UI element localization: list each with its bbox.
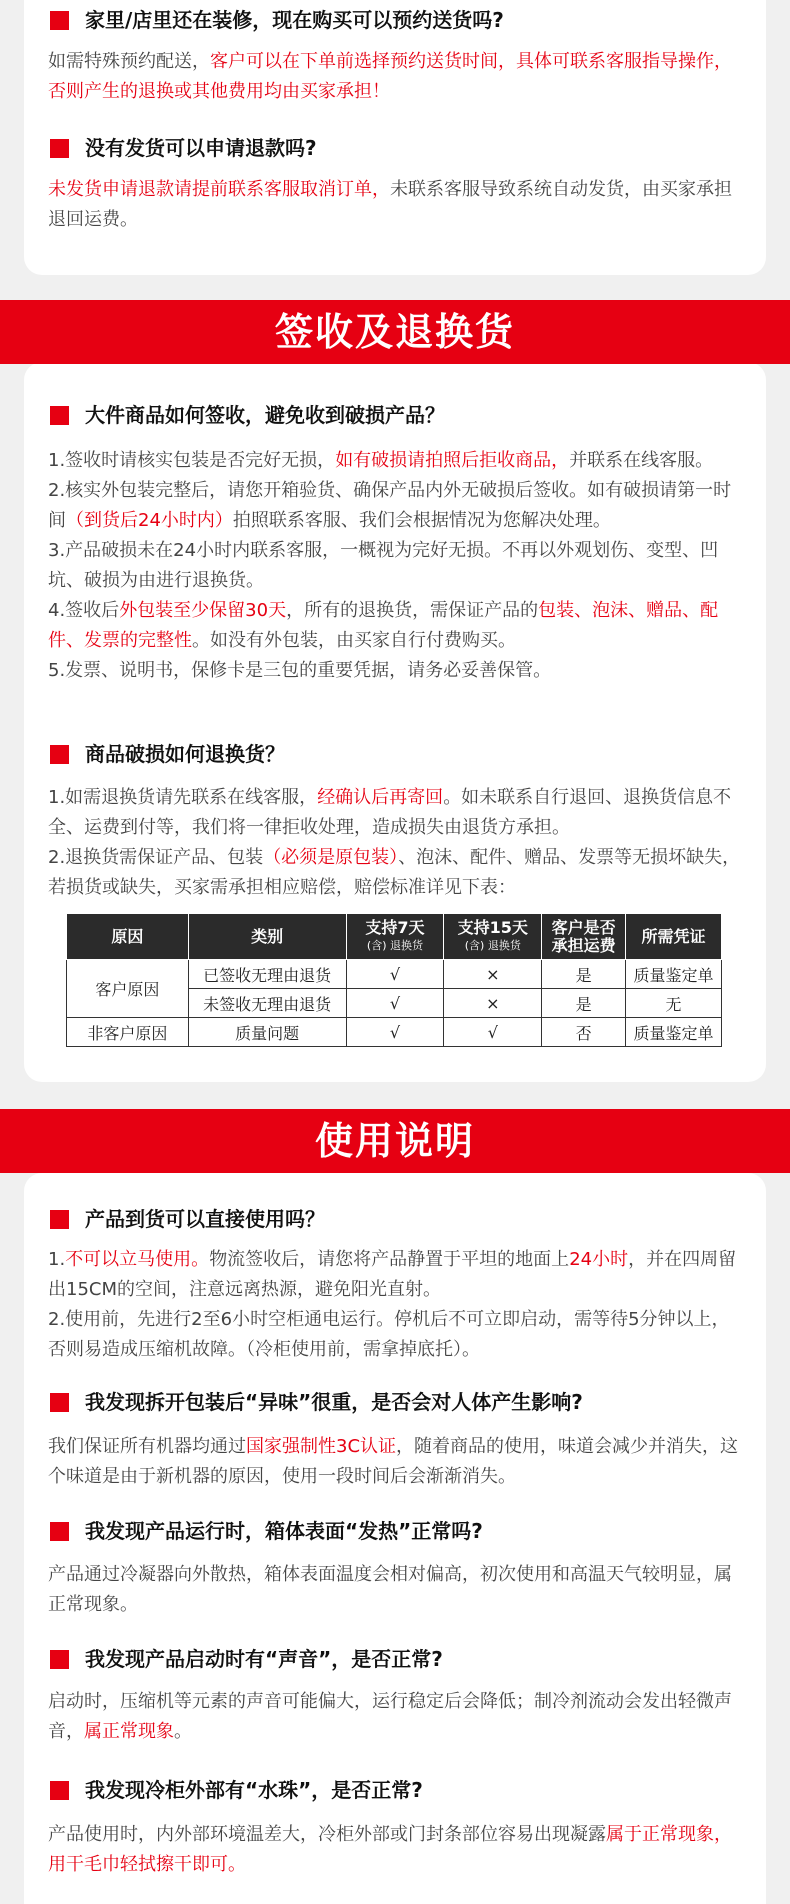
question-title: 我发现产品运行时，箱体表面“发热”正常吗?	[50, 1517, 750, 1545]
answer-line: 2.退换货需保证产品、包装（必须是原包装）、泡沫、配件、赠品、发票等无损坏缺失，若损货或缺失，买家需承担相应赔偿，赔偿标准详见下表：	[48, 847, 741, 898]
answer-line: 5.发票、说明书，保修卡是三包的重要凭据，请务必妥善保管。	[48, 660, 552, 681]
compensation-table	[66, 913, 722, 1047]
cell-15days: ×	[444, 989, 542, 1018]
answer-line: 2.核实外包装完整后，请您开箱验货、确保产品内外无破损后签收。如有破损请第一时间（到货后24小时内）拍照联系客服、我们会根据情况为您解决处理。	[48, 480, 732, 531]
cell-type: 未签收无理由退货	[188, 989, 346, 1018]
answer-line: 3.产品破损未在24小时内联系客服，一概视为完好无损。不再以外观划伤、变型、凹坑、破损为由进行退换货。	[48, 540, 719, 591]
cell-15days: ×	[444, 960, 542, 989]
question-title: 我发现冷柜外部有“水珠”，是否正常?	[50, 1776, 750, 1804]
red-square-icon	[50, 1781, 69, 1800]
answer-text: 产品通过冷凝器向外散热，箱体表面温度会相对偏高，初次使用和高温天气较明显，属正常现象。	[48, 1564, 732, 1615]
red-square-icon	[50, 1210, 69, 1229]
question-title: 商品破损如何退换货？	[50, 740, 750, 768]
answer-text: 产品使用时，内外部环境温差大，冷柜外部或门封条部位容易出现凝露属于正常现象，用干毛巾轻拭擦干即可。	[48, 1824, 732, 1875]
header-fee: 客户是否 承担运费	[542, 914, 626, 960]
question-title: 大件商品如何签收，避免收到破损产品？	[50, 401, 750, 429]
header-reason: 原因	[67, 914, 189, 960]
cell-fee: 是	[542, 960, 626, 989]
section-banner: 签收及退换货	[0, 300, 790, 364]
table-header-row	[67, 914, 722, 960]
question-title: 家里/店里还在装修，现在购买可以预约送货吗?	[50, 6, 750, 34]
header-document: 所需凭证	[626, 914, 722, 960]
question-title: 没有发货可以申请退款吗?	[50, 134, 750, 162]
section-banner: 使用说明	[0, 1109, 790, 1173]
answer-text: 我们保证所有机器均通过国家强制性3C认证，随着商品的使用，味道会减少并消失，这个味道是由于新机器的原因，使用一段时间后会渐渐消失。	[48, 1436, 739, 1487]
cell-document: 无	[626, 989, 722, 1018]
cell-reason: 客户原因	[67, 960, 189, 1018]
red-square-icon	[50, 139, 69, 158]
answer-line: 1.不可以立马使用。物流签收后，请您将产品静置于平坦的地面上24小时，并在四周留出15CM的空间，注意远离热源，避免阳光直射。	[48, 1249, 737, 1300]
table-row	[67, 1018, 722, 1047]
header-7days: 支持7天 (含) 退换货	[346, 914, 444, 960]
cell-document: 质量鉴定单	[626, 1018, 722, 1047]
answer-line: 1.签收时请核实包装是否完好无损，如有破损请拍照后拒收商品，并联系在线客服。	[48, 450, 714, 471]
cell-type: 质量问题	[188, 1018, 346, 1047]
cell-document: 质量鉴定单	[626, 960, 722, 989]
cell-fee: 是	[542, 989, 626, 1018]
cell-7days: √	[346, 960, 444, 989]
answer-line: 4.签收后外包装至少保留30天，所有的退换货，需保证产品的包装、泡沫、赠品、配件、发票的完整性。如没有外包装，由买家自行付费购买。	[48, 600, 719, 651]
answer-text	[48, 1245, 746, 1365]
cell-type: 已签收无理由退货	[188, 960, 346, 989]
cell-7days: √	[346, 989, 444, 1018]
red-square-icon	[50, 1650, 69, 1669]
cell-15days: √	[444, 1018, 542, 1047]
question-title: 我发现产品启动时有“声音”，是否正常?	[50, 1645, 750, 1673]
answer-text: 如需特殊预约配送，客户可以在下单前选择预约送货时间，具体可联系客服指导操作，否则产生的退换或其他费用均由买家承担！	[48, 51, 732, 102]
header-type: 类别	[188, 914, 346, 960]
red-square-icon	[50, 11, 69, 30]
red-square-icon	[50, 1393, 69, 1412]
header-15days: 支持15天 (含) 退换货	[444, 914, 542, 960]
answer-line: 2.使用前，先进行2至6小时空柜通电运行。停机后不可立即启动，需等待5分钟以上，否则易造成压缩机故障。（冷柜使用前，需拿掉底托）。	[48, 1309, 730, 1360]
red-square-icon	[50, 406, 69, 425]
table-row	[67, 960, 722, 989]
answer-text	[48, 783, 746, 903]
cell-7days: √	[346, 1018, 444, 1047]
cell-fee: 否	[542, 1018, 626, 1047]
answer-text: 未发货申请退款请提前联系客服取消订单，未联系客服导致系统自动发货，由买家承担退回运费。	[48, 179, 732, 230]
answer-text: 启动时，压缩机等元素的声音可能偏大，运行稳定后会降低；制冷剂流动会发出轻微声音，属正常现象。	[48, 1691, 732, 1742]
question-title: 我发现拆开包装后“异味”很重，是否会对人体产生影响?	[50, 1388, 750, 1416]
red-square-icon	[50, 1522, 69, 1541]
cell-reason: 非客户原因	[67, 1018, 189, 1047]
answer-text	[48, 446, 746, 686]
red-square-icon	[50, 745, 69, 764]
answer-line: 1.如需退换货请先联系在线客服，经确认后再寄回。如未联系自行退回、退换货信息不全、运费到付等，我们将一律拒收处理，造成损失由退货方承担。	[48, 787, 732, 838]
question-title: 产品到货可以直接使用吗？	[50, 1205, 750, 1233]
